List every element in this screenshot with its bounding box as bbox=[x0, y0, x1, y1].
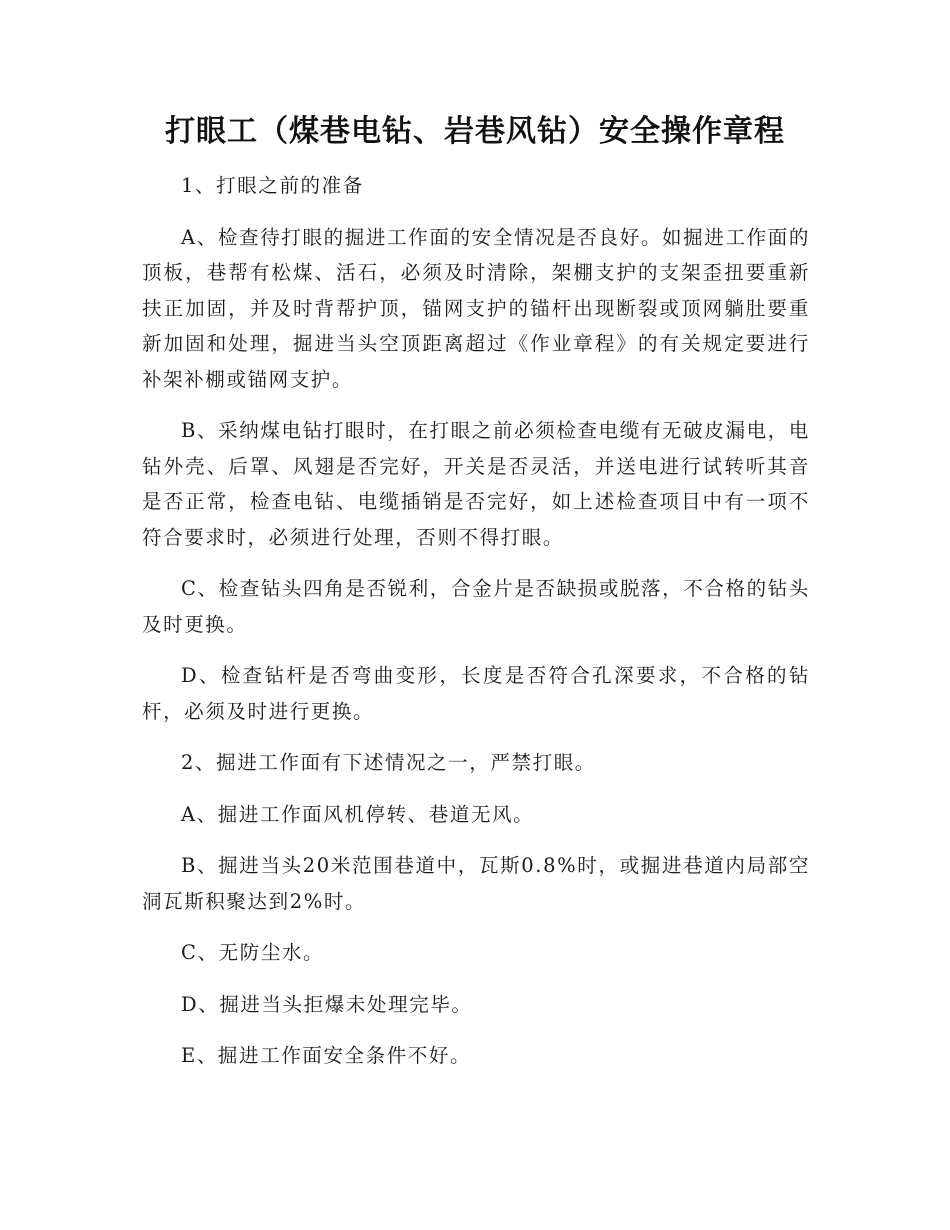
paragraph-item-2d: D、掘进当头拒爆未处理完毕。 bbox=[181, 992, 473, 1016]
paragraph-section-1-heading: 1、打眼之前的准备 bbox=[181, 174, 364, 197]
paragraph-item-2c: C、无防尘水。 bbox=[181, 941, 325, 964]
paragraph-section-2-heading: 2、掘进工作面有下述情况之一，严禁打眼。 bbox=[181, 751, 596, 774]
paragraph-item-1d: D、检查钻杆是否弯曲变形，长度是否符合孔深要求，不合格的钻杆，必须及时进行更换。 bbox=[142, 664, 810, 723]
document-body bbox=[142, 168, 810, 1090]
paragraph-item-2a: A、掘进工作面风机停转、巷道无风。 bbox=[181, 802, 535, 826]
paragraph-item-2b: B、掘进当头20米范围巷道中，瓦斯0.8%时，或掘进巷道内局部空洞瓦斯积聚达到2%时。 bbox=[142, 854, 810, 913]
paragraph-item-1b: B、采纳煤电钻打眼时，在打眼之前必须检查电缆有无破皮漏电，电钻外壳、后罩、风翅是否完好，开关是否灵活，并送电进行试转听其音是否正常，检查电钻、电缆插销是否完好，如上述检查项目中有一项不符合要求时，必须进行处理，否则不得打眼。 bbox=[142, 419, 810, 549]
paragraph-item-1c: C、检查钻头四角是否锐利，合金片是否缺损或脱落，不合格的钻头及时更换。 bbox=[142, 577, 810, 636]
document-title: 打眼工（煤巷电钻、岩巷风钻）安全操作章程 bbox=[165, 114, 785, 149]
paragraph-item-1a: A、检查待打眼的掘进工作面的安全情况是否良好。如掘进工作面的顶板，巷帮有松煤、活石，必须及时清除，架棚支护的支架歪扭要重新扶正加固，并及时背帮护顶，锚网支护的锚杆出现断裂或顶网躺肚要重新加固和处理，掘进当头空顶距离超过《作业章程》的有关规定要进行补架补棚或锚网支护。 bbox=[142, 225, 810, 391]
paragraph-item-2e: E、掘进工作面安全条件不好。 bbox=[181, 1044, 472, 1067]
